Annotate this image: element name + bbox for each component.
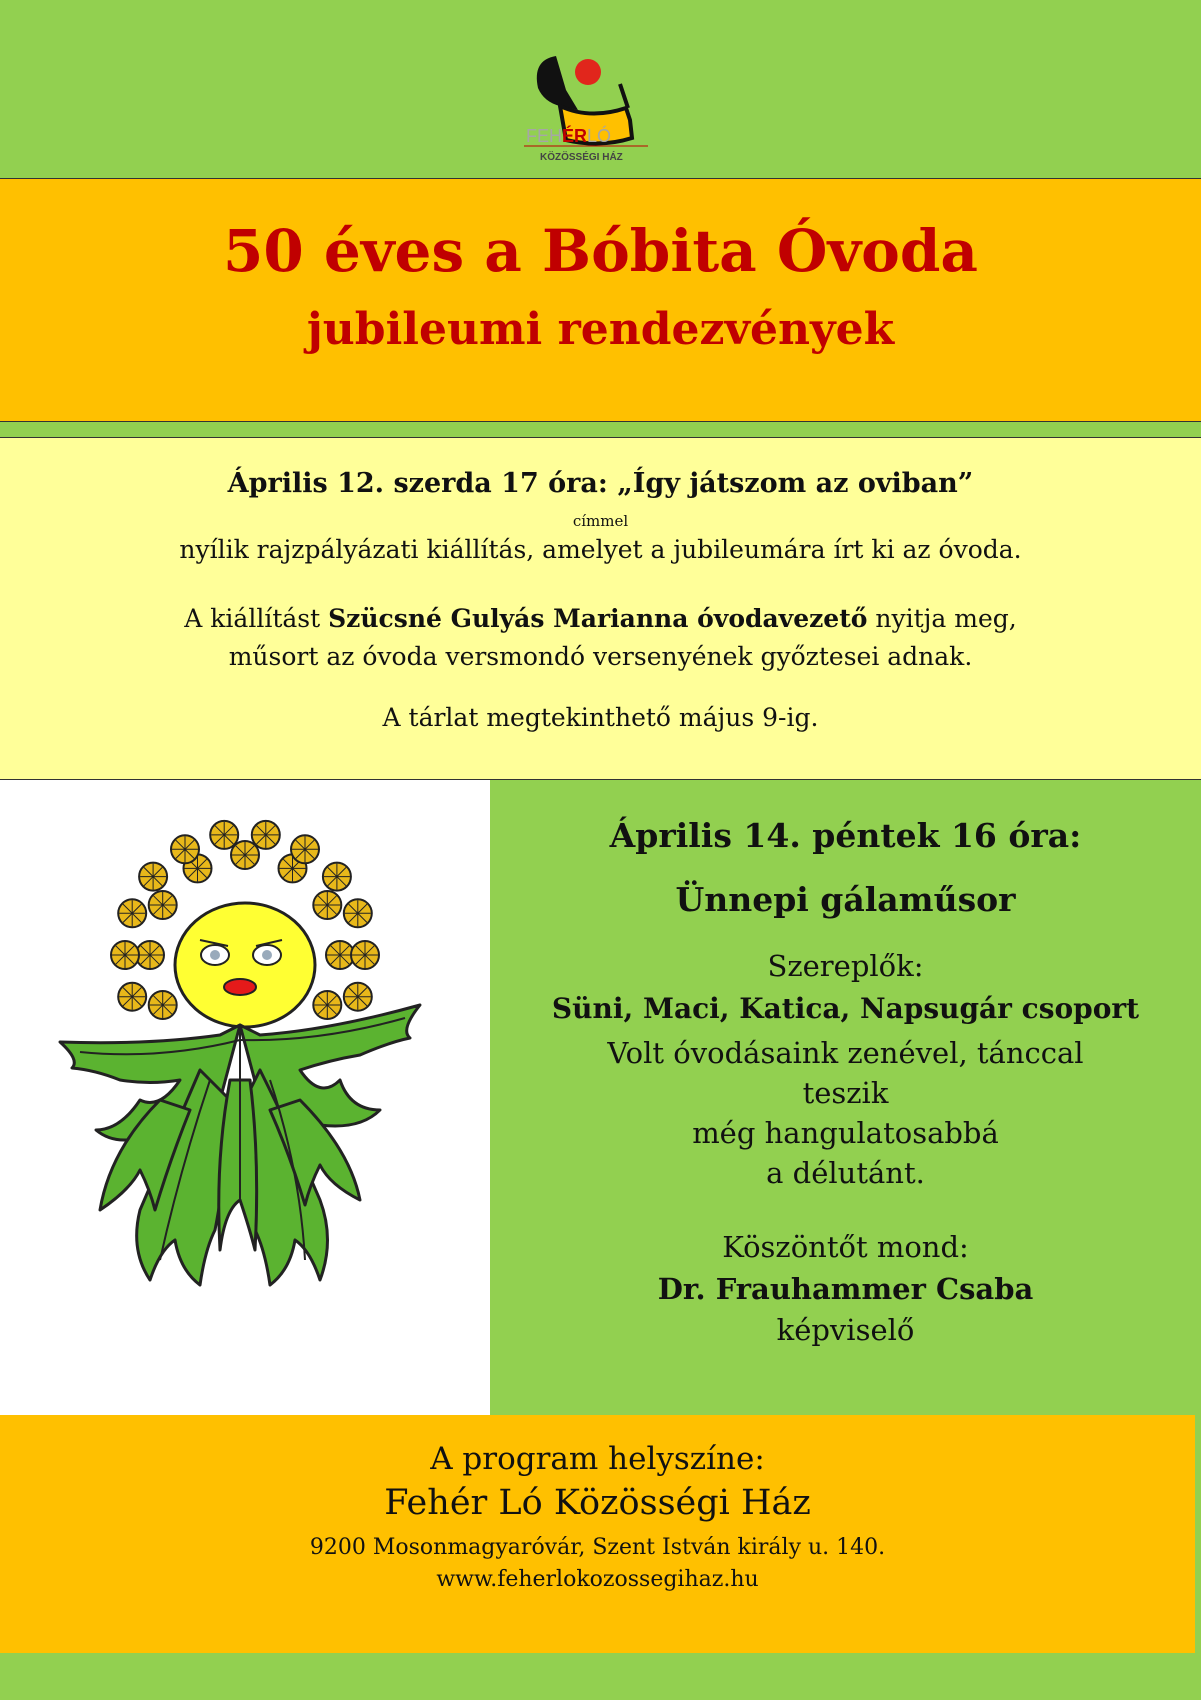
venue-label: A program helyszíne: [430,1441,765,1477]
event1-line2-bold: Szücsné Gulyás Marianna óvodavezető [328,604,868,633]
event2-title: Ünnepi gálaműsor [675,880,1016,919]
venue-name: Fehér Ló Közösségi Ház [384,1483,811,1523]
logo-feh: FEH [526,126,562,146]
venue-address: 9200 Mosonmagyaróvár, Szent István király u. 140. [309,1535,886,1560]
event2-desc2: teszik [802,1076,889,1110]
logo-icon [520,50,660,170]
event-gala [490,780,1201,1415]
event2-greeting-label: Köszöntőt mond: [722,1230,969,1264]
event2-speaker: Dr. Frauhammer Csaba [657,1272,1034,1306]
feher-lo-logo [520,50,660,170]
page-title: 50 éves a Bóbita Óvoda [223,217,978,285]
event2-role: képviselő [776,1313,915,1347]
event2-performers-label: Szereplők: [767,949,924,983]
svg-text:FEHÉRLÓ [526,125,611,146]
dandelion-character-illustration [0,780,490,1415]
event1-heading: Április 12. szerda 17 óra: „Így játszom az oviban” [227,468,974,499]
logo-subtitle: KÖZÖSSÉGI HÁZ [540,152,623,163]
event1-line2-post: nyitja meg, [867,604,1017,633]
logo-lo: LÓ [587,126,612,146]
illustration-panel [0,780,490,1415]
event1-line4: A tárlat megtekinthető május 9-ig. [382,703,819,732]
event2-desc1: Volt óvodásaink zenével, tánccal [607,1036,1084,1070]
event1-line2-pre: A kiállítást [184,604,329,633]
event2-desc4: a délutánt. [766,1156,925,1190]
venue-band [0,1415,1195,1653]
event1-line3: műsort az óvoda versmondó versenyének győztesei adnak. [228,642,973,671]
event1-cimmel: címmel [572,512,629,530]
event2-heading: Április 14. péntek 16 óra: [609,816,1082,855]
mid-section [0,780,1201,1415]
event1-line2 [0,604,1201,633]
event2-desc3: még hangulatosabbá [692,1116,999,1150]
title-band [0,178,1201,422]
event2-performers: Süni, Maci, Katica, Napsugár csoport [551,992,1140,1025]
top-band [0,0,1201,178]
event-exhibition [0,437,1201,780]
logo-er: ÉR [562,126,588,146]
event1-line1: nyílik rajzpályázati kiállítás, amelyet a jubileumára írt ki az óvoda. [179,535,1022,564]
page-subtitle: jubileumi rendezvények [306,304,895,355]
venue-website[interactable]: www.feherlokozossegihaz.hu [436,1567,759,1592]
